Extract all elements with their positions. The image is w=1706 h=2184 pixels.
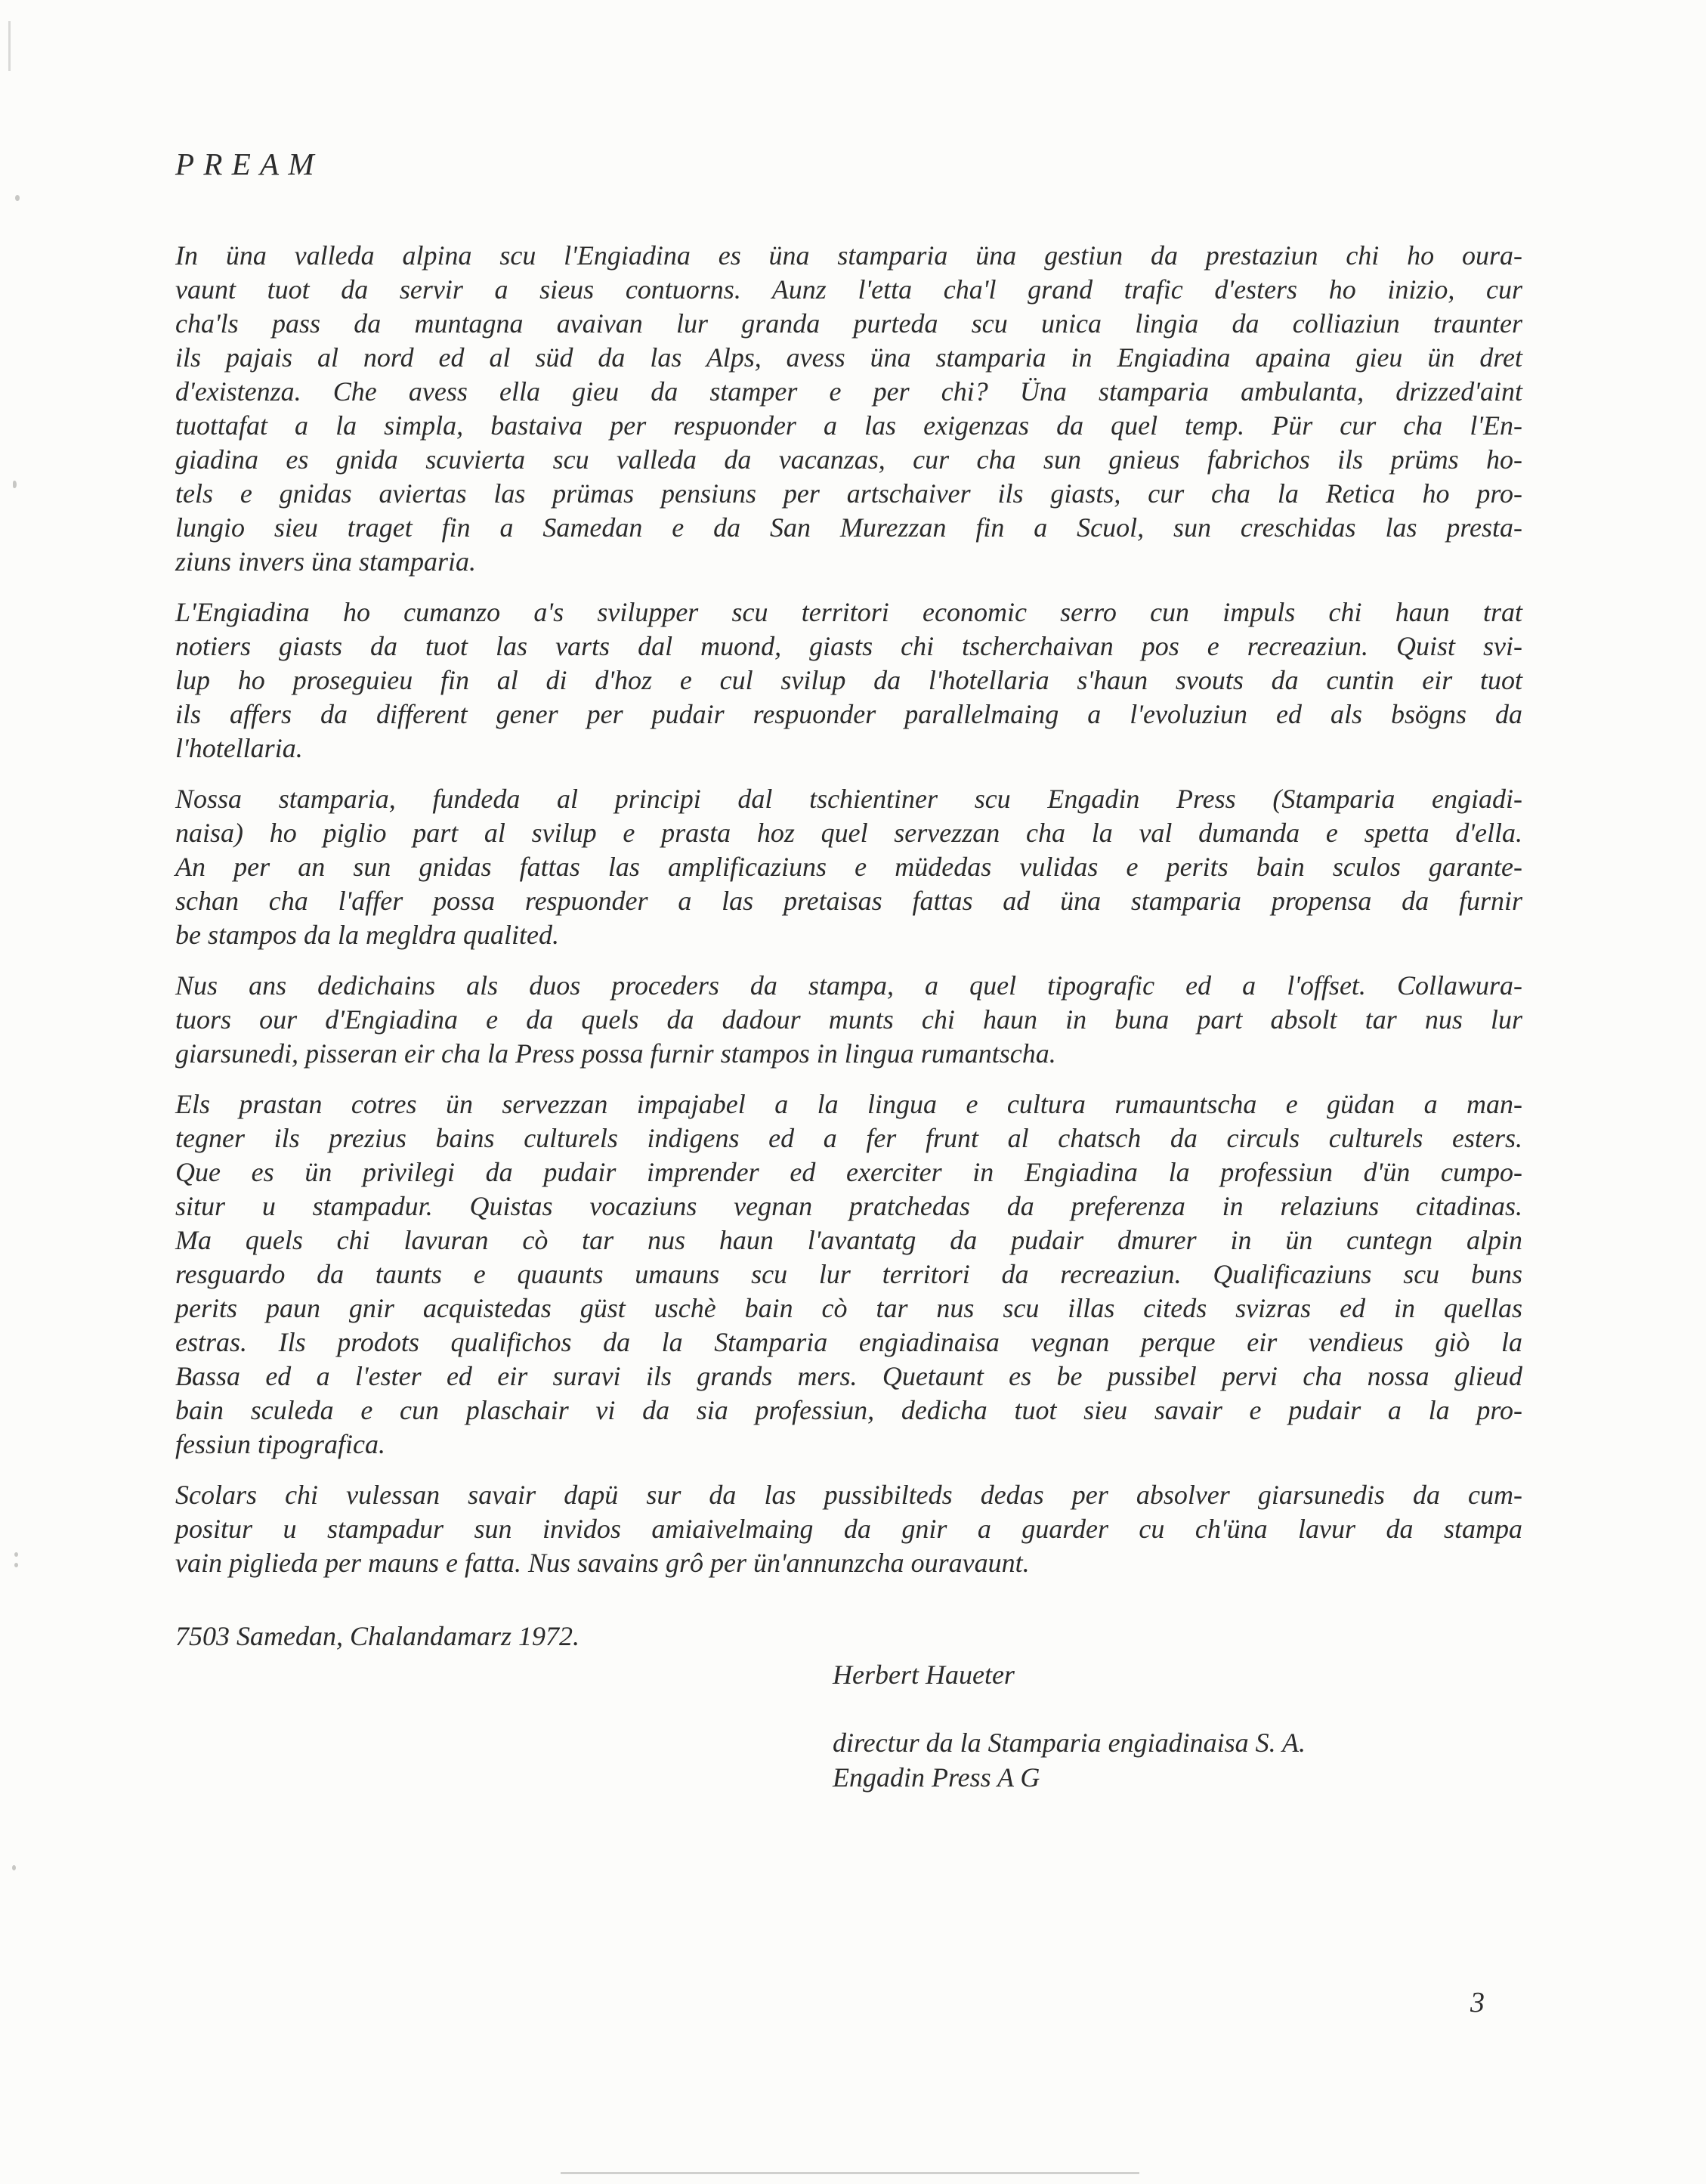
page-title: PREAM <box>175 147 323 181</box>
scan-speck <box>14 1563 18 1567</box>
text-line: tuottafat a la simpla, bastaiva per respuonder a las exigenzas da quel temp. Pür cur cha l'En- <box>175 410 1522 441</box>
text-line: bain sculeda e cun plaschair vi da sia professiun, dedicha tuot sieu savair e pudair a la pro- <box>175 1395 1522 1425</box>
text-line: Bassa ed a l'ester ed eir suravi ils grands mers. Quetaunt es be pussibel pervi cha nossa glieud <box>175 1361 1522 1391</box>
paragraph-5 <box>175 1087 1522 1462</box>
paragraph-6 <box>175 1478 1522 1580</box>
text-line: Que es ün privilegi da pudair imprender ed exerciter in Engiadina la professiun d'ün cumpo- <box>175 1157 1522 1187</box>
paragraph-1 <box>175 239 1522 579</box>
text-line: resguardo da taunts e quaunts umauns scu lur territori da recreaziun. Qualificaziuns scu buns <box>175 1259 1522 1289</box>
text-line: situr u stampadur. Quistas vocaziuns vegnan pratchedas da preferenza in relaziuns citadinas. <box>175 1191 1522 1221</box>
paragraph-3 <box>175 782 1522 952</box>
scan-speck <box>14 1552 18 1557</box>
text-line: ils affers da different gener per pudair respuonder parallelmaing a l'evoluziun ed als bsögns da <box>175 699 1522 729</box>
page-number: 3 <box>1470 1987 1485 2018</box>
text-line: giarsunedi, pisseran eir cha la Press possa furnir stampos in lingua rumantscha. <box>175 1038 1056 1069</box>
text-block <box>175 145 1522 1795</box>
text-line: Nossa stamparia, fundeda al principi dal tschientiner scu Engadin Press (Stamparia engiadi- <box>175 784 1522 814</box>
text-line: An per an sun gnidas fattas las amplificaziuns e müdedas vulidas e perits bain sculos garante- <box>175 852 1522 882</box>
text-line: cha'ls pass da muntagna avaivan lur granda purteda scu unica lingia da colliaziun traunter <box>175 308 1522 339</box>
signature-title-line-1: directur da la Stamparia engiadinaisa S. A. <box>833 1728 1306 1758</box>
text-line: ziuns invers üna stamparia. <box>175 546 477 577</box>
text-line: Els prastan cotres ün servezzan impajabel a la lingua e cultura rumauntscha e güdan a man- <box>175 1089 1522 1119</box>
text-line: lup ho proseguieu fin al di d'hoz e cul svilup da l'hotellaria s'haun svouts da cuntin eir tuot <box>175 665 1522 695</box>
text-line: lungio sieu traget fin a Samedan e da San Murezzan fin a Scuol, sun creschidas las presta- <box>175 512 1522 543</box>
paragraph-4 <box>175 969 1522 1071</box>
text-line: fessiun tipografica. <box>175 1429 385 1459</box>
scan-speck <box>13 481 17 488</box>
paragraph-2 <box>175 595 1522 766</box>
scan-speck <box>15 195 20 201</box>
signature-title <box>833 1725 1522 1795</box>
text-line: tels e gnidas aviertas las prümas pensiuns per artschaiver ils giasts, cur cha la Retica ho pro- <box>175 478 1522 509</box>
text-line: Nus ans dedichains als duos proceders da stampa, a quel tipografic ed a l'offset. Collawura- <box>175 970 1522 1001</box>
text-line: positur u stampadur sun invidos amiaivelmaing da gnir a guarder cu ch'üna lavur da stampa <box>175 1514 1522 1544</box>
text-line: Ma quels chi lavuran cò tar nus haun l'avantatg da pudair dmurer in ün cuntegn alpin <box>175 1225 1522 1255</box>
text-line: ils pajais al nord ed al süd da las Alps, avess üna stamparia in Engiadina apaina gieu ün dret <box>175 342 1522 373</box>
signature-title-line-2: Engadin Press A G <box>833 1762 1040 1793</box>
scan-edge-streak <box>8 21 11 71</box>
scan-artifact-line <box>561 2172 1139 2174</box>
text-line: vaunt tuot da servir a sieus contuorns. Aunz l'etta cha'l grand trafic d'esters ho inizio, cur <box>175 274 1522 305</box>
text-line: naisa) ho piglio part al svilup e prasta hoz quel servezzan cha la val dumanda e spetta d'ella. <box>175 818 1522 848</box>
text-line: tegner ils prezius bains culturels indigens ed a fer frunt al chatsch da circuls culturels esters. <box>175 1123 1522 1153</box>
text-line: L'Engiadina ho cumanzo a's svilupper scu territori economic serro cun impuls chi haun trat <box>175 597 1522 627</box>
text-line: l'hotellaria. <box>175 733 303 763</box>
scan-speck <box>12 1865 16 1870</box>
text-line: Scolars chi vulessan savair dapü sur da las pussibilteds dedas per absolver giarsunedis da cum- <box>175 1480 1522 1510</box>
text-line: giadina es gnida scuvierta scu valleda da vacanzas, cur cha sun gnieus fabrichos ils prüms ho- <box>175 444 1522 475</box>
text-line: tuors our d'Engiadina e da quels da dadour munts chi haun in buna part absolt tar nus lur <box>175 1004 1522 1035</box>
text-line: notiers giasts da tuot las varts dal muond, giasts chi tscherchaivan pos e recreaziun. Quist svi- <box>175 631 1522 661</box>
signature-name: Herbert Haueter <box>833 1660 1015 1690</box>
text-line: In üna valleda alpina scu l'Engiadina es üna stamparia üna gestiun da prestaziun chi ho oura- <box>175 240 1522 271</box>
text-line: d'existenza. Che avess ella gieu da stamper e per chi? Üna stamparia ambulanta, drizzed'aint <box>175 376 1522 407</box>
dateline: 7503 Samedan, Chalandamarz 1972. <box>175 1621 580 1651</box>
text-line: schan cha l'affer possa respuonder a las pretaisas fattas ad üna stamparia propensa da furnir <box>175 886 1522 916</box>
text-line: estras. Ils prodots qualifichos da la Stamparia engiadinaisa vegnan perque eir vendieus giò la <box>175 1327 1522 1357</box>
text-line: be stampos da la megldra qualited. <box>175 920 559 950</box>
text-line: perits paun gnir acquistedas güst uschè bain cò tar nus scu illas citeds svizras ed in quellas <box>175 1293 1522 1323</box>
text-line: vain piglieda per mauns e fatta. Nus savains grô per ün'annunzcha ouravaunt. <box>175 1548 1030 1578</box>
signature-block <box>175 1658 1522 1795</box>
